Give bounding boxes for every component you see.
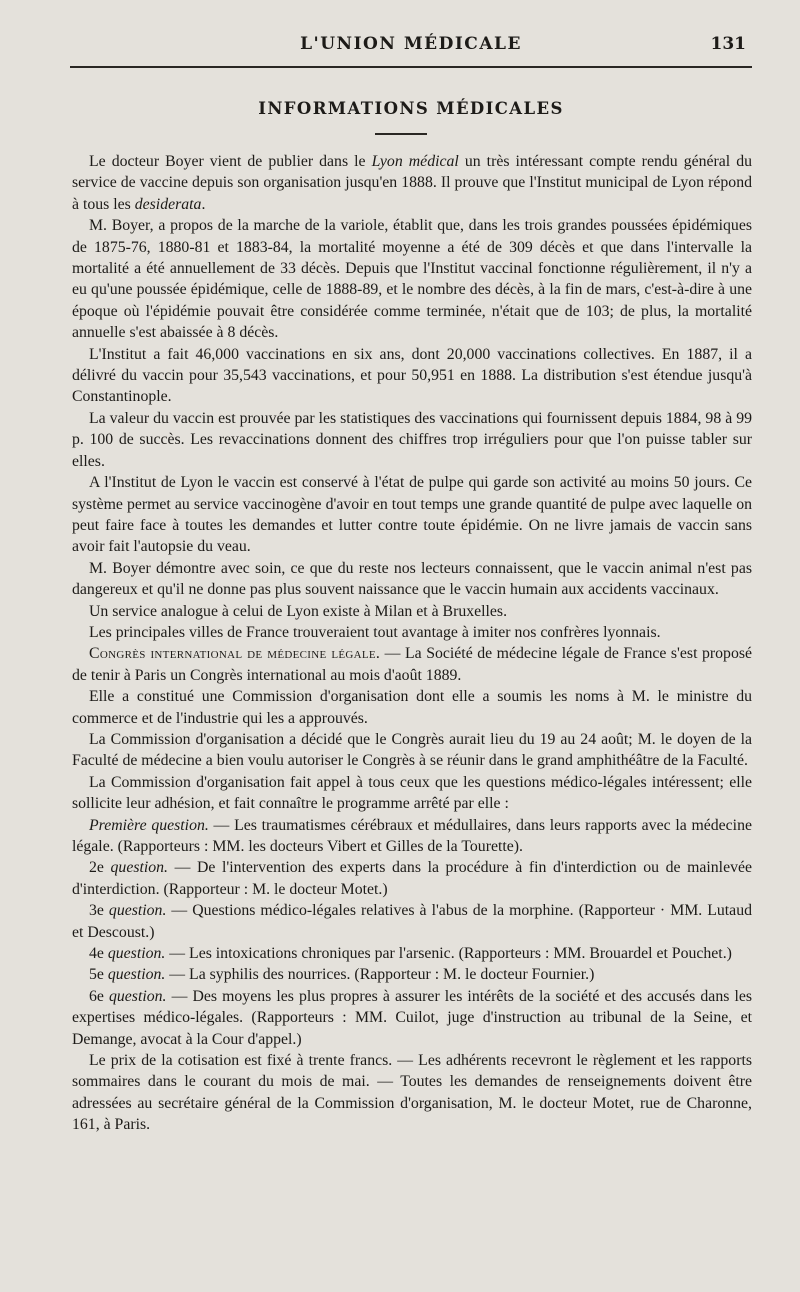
paragraph-text: — Les intoxications chroniques par l'arsenic. (Rapporteurs : MM. Brouardel et Pouchet.) bbox=[165, 945, 732, 963]
paragraph bbox=[72, 151, 752, 215]
paragraph: M. Boyer, a propos de la marche de la variole, établit que, dans les trois grandes poussées épidémiques de 1875-76, 1880-81 et 1883-84, la mortalité moyenne a été de 309 décès et que dans l'intervalle la mortalité a été annuellement de 33 décès. Depuis que l'Institut vaccinal fonctionne régulièrement, il n'y a eu qu'une poussée épidémique, celle de 1888-89, et le nombre des décès, à la fin de mars, c'est-à-dire à une époque où l'épidémie pouvait être considérée comme terminée, n'était que de 103; de plus, la mortalité annuelle s'est abaissée à 8 décès. bbox=[72, 217, 752, 342]
italic-term: desiderata bbox=[134, 195, 202, 213]
question-label: Première question. bbox=[89, 816, 209, 834]
question-label: question. bbox=[109, 987, 167, 1005]
paragraph-text: Le docteur Boyer vient de publier dans le bbox=[89, 153, 372, 170]
title-divider bbox=[375, 133, 427, 135]
paragraph-text: — Questions médico-légales relatives à l'abus de la morphine. (Rapporteur · MM. Lutaud et Descoust.) bbox=[72, 902, 752, 941]
header-rule bbox=[70, 66, 752, 68]
paragraph-text: . bbox=[201, 195, 206, 213]
paragraph bbox=[72, 986, 752, 1050]
question-number: 5e bbox=[89, 966, 108, 984]
subsection-heading: Congrès international de médecine légale. bbox=[89, 645, 381, 663]
paragraph: La Commission d'organisation a décidé que le Congrès aurait lieu du 19 au 24 août; M. le doyen de la Faculté de médecine a bien voulu autoriser le Congrès à se réunir dans le grand amphithéâtre de la Faculté. bbox=[72, 730, 752, 770]
question-label: question. bbox=[107, 966, 166, 984]
paragraph bbox=[72, 943, 752, 964]
paragraph: A l'Institut de Lyon le vaccin est conservé à l'état de pulpe qui garde son activité au moins 50 jours. Ce système permet au service vaccinogène d'avoir en tout temps une grande quantité de pulpe avec laquelle on peut faire face à toutes les demandes et lutter contre toute épidémie. On ne livre jamais de vaccin sans avoir fait l'autopsie du veau. bbox=[72, 474, 752, 556]
page-number: 131 bbox=[710, 34, 746, 54]
question-label: question. bbox=[110, 859, 168, 877]
paragraph-text: — De l'intervention des experts dans la procédure à fin d'interdiction ou de mainlevée d'interdiction. (Rapporteur : M. le docteur Motet.) bbox=[72, 859, 753, 898]
section-title: INFORMATIONS MÉDICALES bbox=[258, 99, 564, 118]
paragraph: Elle a constitué une Commission d'organisation dont elle a soumis les noms à M. le ministre du commerce et de l'industrie qui les a approuvés. bbox=[72, 688, 752, 727]
paragraph bbox=[72, 857, 752, 900]
paragraph: Le prix de la cotisation est fixé à trente francs. — Les adhérents recevront le règlement et les rapports sommaires dans le courant du mois de mai. — Toutes les demandes de renseignements doivent être adressées au secrétaire général de la Commission d'organisation, M. le docteur Motet, rue de Charonne, 161, à Paris. bbox=[72, 1052, 752, 1134]
paragraph bbox=[72, 900, 752, 943]
paragraph-text: — La syphilis des nourrices. (Rapporteur : M. le docteur Fournier.) bbox=[165, 966, 595, 984]
running-title: L'UNION MÉDICALE bbox=[300, 34, 522, 54]
paragraph bbox=[72, 815, 752, 858]
paragraph: M. Boyer démontre avec soin, ce que du reste nos lecteurs connaissent, que le vaccin animal n'est pas dangereux et qu'il ne donne pas plus souvent naissance que le vaccin humain aux accidents vaccinaux. bbox=[72, 559, 752, 599]
page-header bbox=[70, 34, 752, 64]
paragraph-text: — Des moyens les plus propres à assurer les intérêts de la société et des accusés dans les expertises médico-légales. (Rapporteurs : MM. Cuilot, juge d'instruction au tribunal de la Seine, et Demange, avocat à la Cour d'appel.) bbox=[72, 987, 752, 1048]
question-label: question. bbox=[108, 902, 167, 920]
paragraph bbox=[72, 964, 752, 985]
paragraph: Les principales villes de France trouveraient tout avantage à imiter nos confrères lyonnais. bbox=[89, 623, 661, 641]
paragraph: La Commission d'organisation fait appel à tous ceux que les questions médico-légales intéressent; elle sollicite leur adhésion, et fait connaître le programme arrêté par elle : bbox=[72, 773, 752, 813]
paragraph: La valeur du vaccin est prouvée par les statistiques des vaccinations qui fournissent depuis 1884, 98 à 99 p. 100 de succès. Les revaccinations donnent des chiffres trop irréguliers pour que l'on puisse tabler sur elles. bbox=[72, 409, 752, 470]
journal-title: Lyon médical bbox=[371, 153, 459, 170]
paragraph-text: un très intéressant compte rendu général du service de vaccine depuis son organisation jusqu'en 1888. Il prouve que l'Institut municipal de Lyon répond à tous les bbox=[72, 153, 753, 213]
question-number: 3e bbox=[89, 902, 109, 920]
paragraph: L'Institut a fait 46,000 vaccinations en six ans, dont 20,000 vaccinations collectives. En 1887, il a délivré du vaccin pour 35,543 vaccinations, et pour 50,951 en 1888. La distribution s'est étendue jusqu'à Constantinople. bbox=[72, 345, 752, 406]
paragraph: Un service analogue à celui de Lyon existe à Milan et à Bruxelles. bbox=[89, 602, 508, 620]
paragraph bbox=[72, 643, 752, 686]
question-label: question. bbox=[107, 945, 166, 963]
question-number: 2e bbox=[89, 859, 111, 877]
paragraph-text: — La Société de médecine légale de France s'est proposé de tenir à Paris un Congrès international au mois d'août 1889. bbox=[72, 645, 752, 684]
question-number: 4e bbox=[89, 945, 108, 963]
article-body bbox=[72, 151, 752, 1136]
paragraph-text: — Les traumatismes cérébraux et médullaires, dans leurs rapports avec la médecine légale. (Rapporteurs : MM. les docteurs Vibert et Gilles de la Tourette). bbox=[72, 816, 752, 855]
question-number: 6e bbox=[89, 987, 109, 1005]
